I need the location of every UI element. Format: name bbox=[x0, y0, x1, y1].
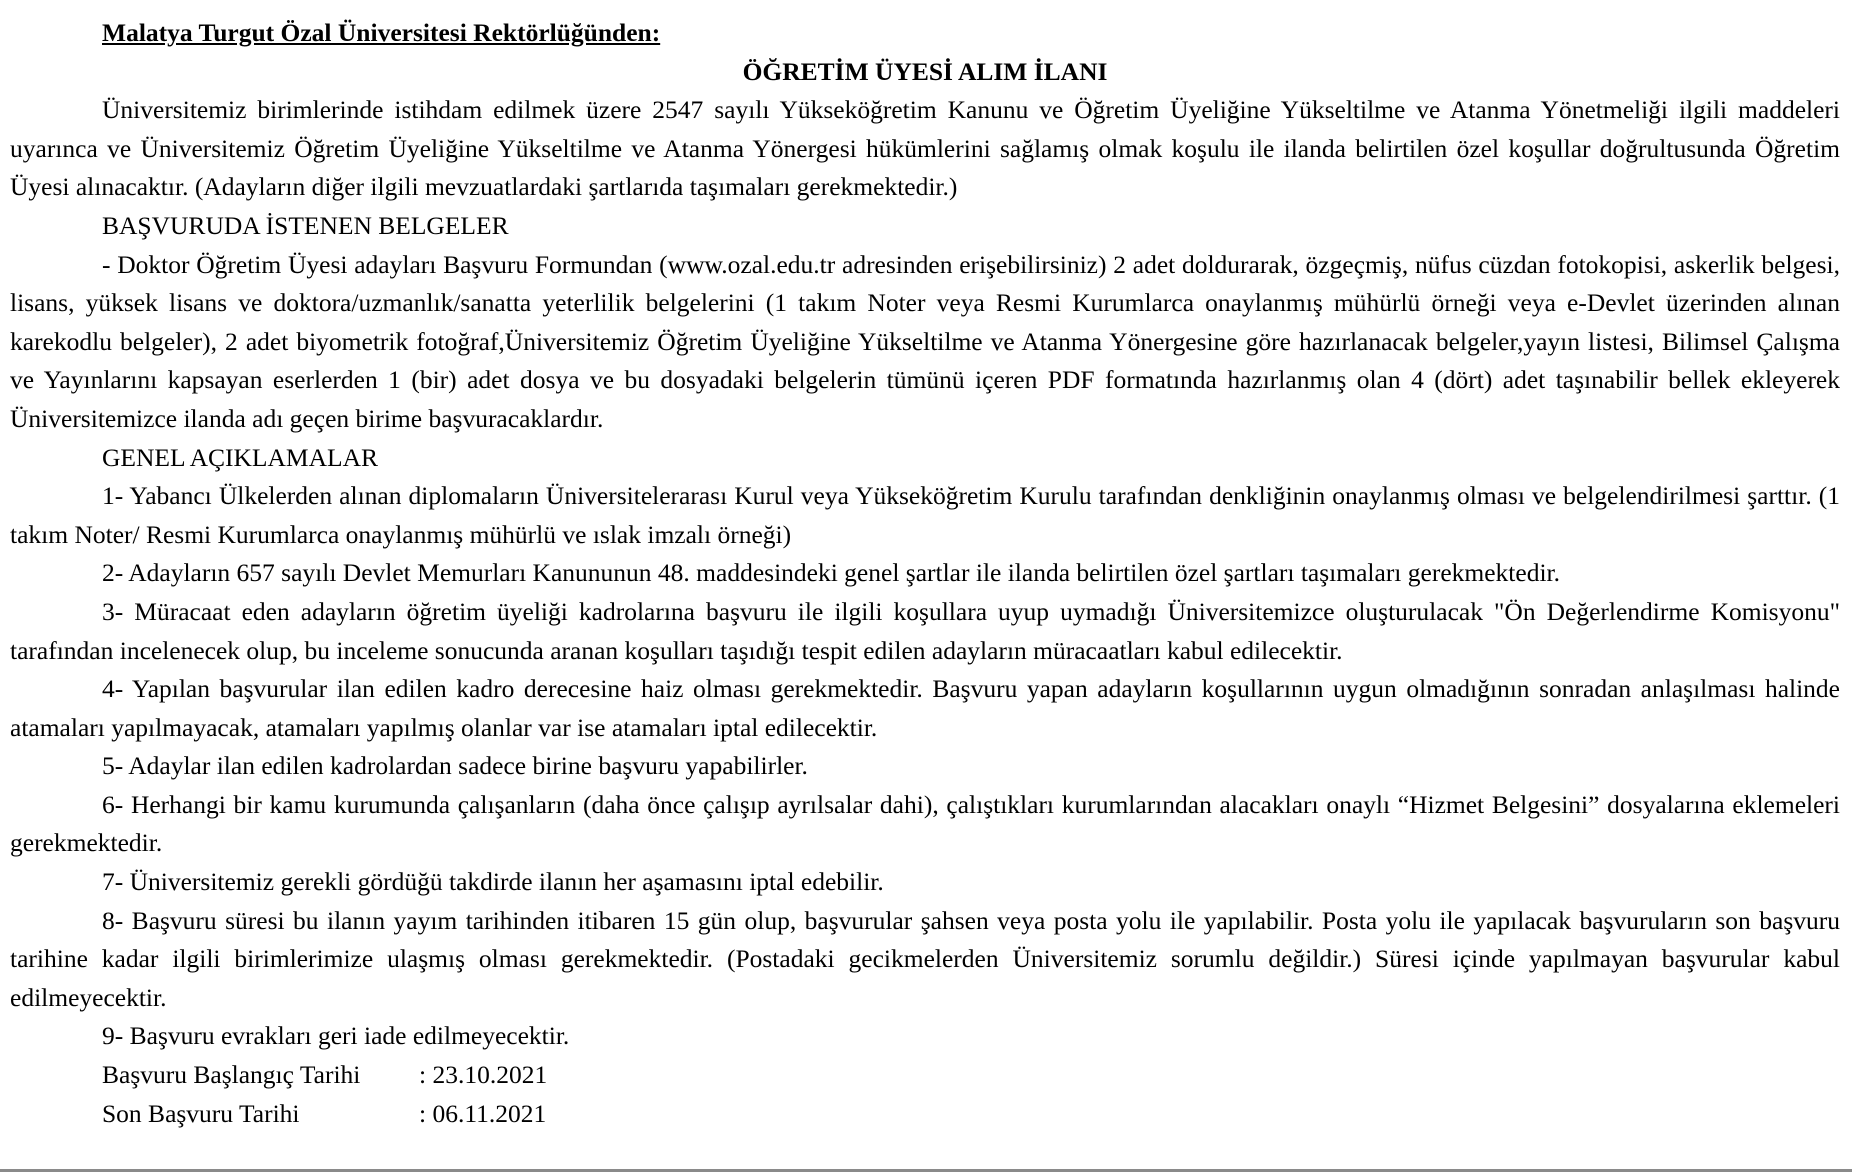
general-item-4: 4- Yapılan başvurular ilan edilen kadro derecesine haiz olması gerekmektedir. Başvuru yapan adayların koşullarının uygun olmadığının sonradan anlaşılması halinde atamaları yapılmayacak, atamaları yapılmış olanlar var ise atamaları iptal edilecektir. bbox=[10, 674, 1840, 742]
end-date-value: : 06.11.2021 bbox=[419, 1098, 547, 1128]
start-date-value: : 23.10.2021 bbox=[419, 1060, 548, 1090]
application-dates bbox=[10, 1056, 1840, 1133]
announcement-title: ÖĞRETİM ÜYESİ ALIM İLANI bbox=[742, 56, 1108, 86]
general-item-2: 2- Adayların 657 sayılı Devlet Memurları Kanununun 48. maddesindeki genel şartlar ile ilanda belirtilen özel şartları taşımaları gerekmektedir. bbox=[102, 558, 1560, 588]
general-item-1: 1- Yabancı Ülkelerden alınan diplomaların Üniversitelerarası Kurul veya Yükseköğretim Kurulu tarafından denkliğinin onaylanmış olması ve belgelendirilmesi şarttır. (1 takım Noter/ Resmi Kurumlarca onaylanmış mühürlü ve ıslak imzalı örneği) bbox=[10, 481, 1840, 549]
general-item-5: 5- Adaylar ilan edilen kadrolardan sadece birine başvuru yapabilirler. bbox=[102, 751, 808, 781]
intro-paragraph: Üniversitemiz birimlerinde istihdam edilmek üzere 2547 sayılı Yükseköğretim Kanunu ve Öğretim Üyeliğine Yükseltilme ve Atanma Yönetmeliği ilgili maddeleri uyarınca ve Üniversitemiz Öğretim Üyeliğine Yükseltilme ve Atanma Yönergesi hükümlerini sağlamış olmak koşulu ile ilanda belirtilen özel koşullar doğrultusunda Öğretim Üyesi alınacaktır. (Adayların diğer ilgili mevzuatlardaki şartlarıda taşımaları gerekmektedir.) bbox=[10, 95, 1840, 202]
end-date-row bbox=[102, 1095, 1840, 1134]
general-heading: GENEL AÇIKLAMALAR bbox=[102, 442, 378, 472]
general-item-6: 6- Herhangi bir kamu kurumunda çalışanların (daha önce çalışıp ayrılsalar dahi), çalıştıkları kurumlarından alacakları onaylı “Hizmet Belgesini” dosyalarına eklemeleri gerekmektedir. bbox=[10, 789, 1840, 858]
documents-heading: BAŞVURUDA İSTENEN BELGELER bbox=[102, 210, 509, 240]
general-item-7: 7- Üniversitemiz gerekli gördüğü takdirde ilanın her aşamasını iptal edebilir. bbox=[102, 867, 884, 897]
general-item-9: 9- Başvuru evrakları geri iade edilmeyecektir. bbox=[102, 1021, 570, 1051]
announcement-document bbox=[10, 14, 1840, 1133]
end-date-label: Son Başvuru Tarihi bbox=[102, 1098, 300, 1128]
start-date-row bbox=[102, 1056, 1840, 1095]
documents-paragraph: - Doktor Öğretim Üyesi adayları Başvuru Formundan (www.ozal.edu.tr adresinden erişebilirsiniz) 2 adet doldurarak, özgeçmiş, nüfus cüzdan fotokopisi, askerlik belgesi, lisans, yüksek lisans ve doktora/uzmanlık/sanatta yeterlilik belgelerini (1 takım Noter veya Resmi Kurumlarca onaylanmış mühürlü örneği veya e-Devlet üzerinden alınan karekodlu belgeler), 2 adet biyometrik fotoğraf,Üniversitemiz Öğretim Üyeliğine Yükseltilme ve Atanma Yönergesine göre hazırlanacak belgeler,yayın listesi, Bilimsel Çalışma ve Yayınlarını kapsayan eserlerden 1 (bir) adet dosya ve bu dosyadaki belgelerin tümünü içeren PDF formatında hazırlanmış olan 4 (dört) adet taşınabilir bellek ekleyerek Üniversitemizce ilanda adı geçen birime başvuracaklardır. bbox=[10, 249, 1840, 433]
general-item-8: 8- Başvuru süresi bu ilanın yayım tarihinden itibaren 15 gün olup, başvurular şahsen veya posta yolu ile yapılabilir. Posta yolu ile yapılacak başvuruların son başvuru tarihine kadar ilgili birimlerimize ulaşmış olması gerekmektedir. (Postadaki gecikmelerden Üniversitemiz sorumlu değildir.) Süresi içinde yapılmayan başvurular kabul edilmeyecektir. bbox=[10, 905, 1840, 1012]
issuer-heading: Malatya Turgut Özal Üniversitesi Rektörlüğünden: bbox=[102, 18, 661, 47]
general-item-3: 3- Müracaat eden adayların öğretim üyeliği kadrolarına başvuru ile ilgili koşullara uyup uymadığı Üniversitemizce oluşturulacak "Ön Değerlendirme Komisyonu" tarafından incelenecek olup, bu inceleme sonucunda aranan koşulları taşıdığı tespit edilen adayların müracaatları kabul edilecektir. bbox=[10, 596, 1840, 665]
start-date-label: Başvuru Başlangıç Tarihi bbox=[102, 1060, 361, 1090]
